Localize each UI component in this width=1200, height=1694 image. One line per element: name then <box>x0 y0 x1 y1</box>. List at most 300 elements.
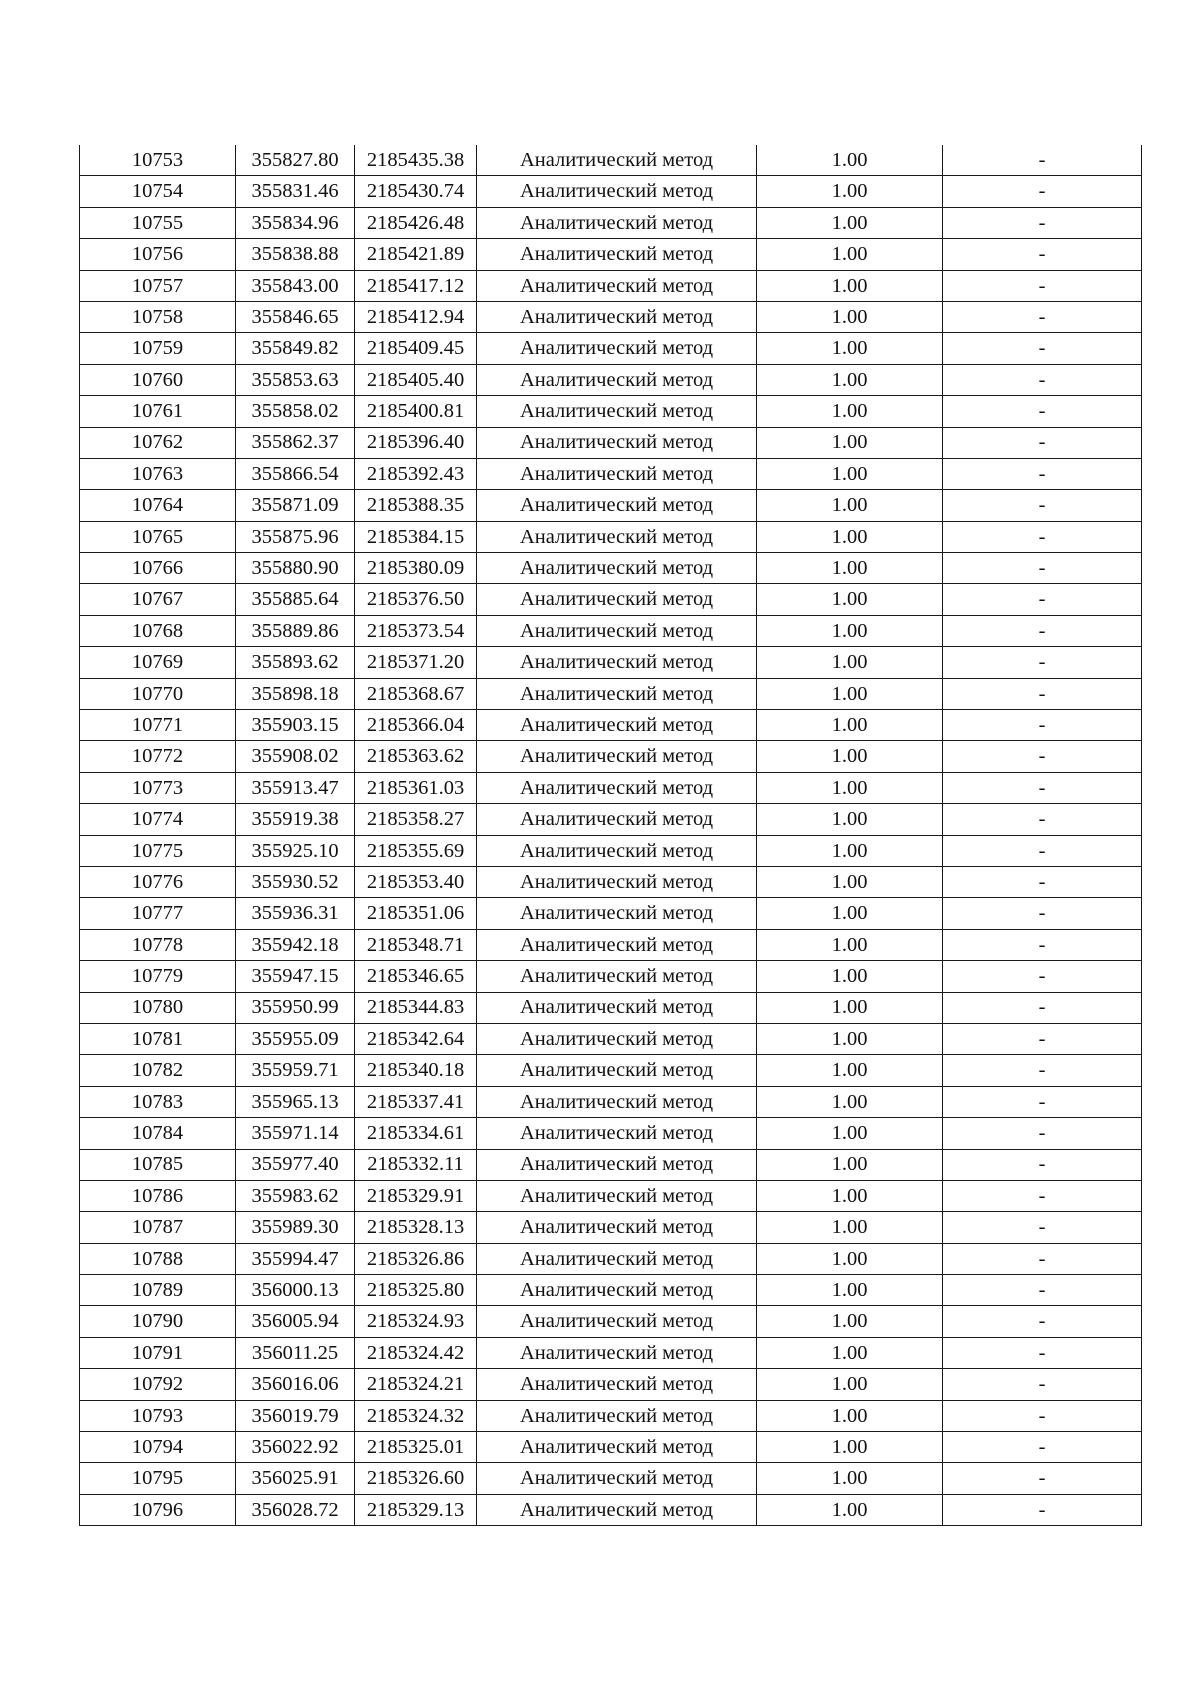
x-coordinate-cell: 355862.37 <box>236 427 355 458</box>
method-cell: Аналитический метод <box>477 1149 757 1180</box>
x-coordinate-cell: 356019.79 <box>236 1400 355 1431</box>
point-number-cell: 10764 <box>80 490 236 521</box>
y-coordinate-cell: 2185328.13 <box>355 1212 477 1243</box>
point-number-cell: 10795 <box>80 1463 236 1494</box>
x-coordinate-cell: 355843.00 <box>236 270 355 301</box>
note-cell: - <box>943 804 1142 835</box>
error-cell: 1.00 <box>757 427 943 458</box>
error-cell: 1.00 <box>757 992 943 1023</box>
table-row <box>80 396 1142 427</box>
table-row <box>80 929 1142 960</box>
note-cell: - <box>943 1243 1142 1274</box>
table-row <box>80 301 1142 332</box>
note-cell: - <box>943 992 1142 1023</box>
point-number-cell: 10762 <box>80 427 236 458</box>
x-coordinate-cell: 356025.91 <box>236 1463 355 1494</box>
note-cell: - <box>943 1306 1142 1337</box>
error-cell: 1.00 <box>757 961 943 992</box>
method-cell: Аналитический метод <box>477 866 757 897</box>
note-cell: - <box>943 710 1142 741</box>
x-coordinate-cell: 355849.82 <box>236 333 355 364</box>
error-cell: 1.00 <box>757 1118 943 1149</box>
y-coordinate-cell: 2185329.13 <box>355 1494 477 1525</box>
y-coordinate-cell: 2185363.62 <box>355 741 477 772</box>
table-row <box>80 458 1142 489</box>
error-cell: 1.00 <box>757 710 943 741</box>
error-cell: 1.00 <box>757 1212 943 1243</box>
table-row <box>80 804 1142 835</box>
note-cell: - <box>943 1023 1142 1054</box>
point-number-cell: 10758 <box>80 301 236 332</box>
y-coordinate-cell: 2185361.03 <box>355 772 477 803</box>
table-row <box>80 710 1142 741</box>
method-cell: Аналитический метод <box>477 647 757 678</box>
x-coordinate-cell: 355908.02 <box>236 741 355 772</box>
error-cell: 1.00 <box>757 1055 943 1086</box>
x-coordinate-cell: 355827.80 <box>236 145 355 176</box>
y-coordinate-cell: 2185412.94 <box>355 301 477 332</box>
point-number-cell: 10794 <box>80 1432 236 1463</box>
error-cell: 1.00 <box>757 239 943 270</box>
method-cell: Аналитический метод <box>477 772 757 803</box>
y-coordinate-cell: 2185358.27 <box>355 804 477 835</box>
error-cell: 1.00 <box>757 396 943 427</box>
y-coordinate-cell: 2185324.42 <box>355 1337 477 1368</box>
error-cell: 1.00 <box>757 1086 943 1117</box>
point-number-cell: 10757 <box>80 270 236 301</box>
y-coordinate-cell: 2185421.89 <box>355 239 477 270</box>
table-row <box>80 207 1142 238</box>
point-number-cell: 10790 <box>80 1306 236 1337</box>
table-row <box>80 1337 1142 1368</box>
y-coordinate-cell: 2185326.60 <box>355 1463 477 1494</box>
y-coordinate-cell: 2185337.41 <box>355 1086 477 1117</box>
x-coordinate-cell: 355866.54 <box>236 458 355 489</box>
method-cell: Аналитический метод <box>477 741 757 772</box>
method-cell: Аналитический метод <box>477 1337 757 1368</box>
table-row <box>80 584 1142 615</box>
error-cell: 1.00 <box>757 145 943 176</box>
method-cell: Аналитический метод <box>477 145 757 176</box>
x-coordinate-cell: 355831.46 <box>236 176 355 207</box>
y-coordinate-cell: 2185371.20 <box>355 647 477 678</box>
x-coordinate-cell: 355959.71 <box>236 1055 355 1086</box>
y-coordinate-cell: 2185396.40 <box>355 427 477 458</box>
point-number-cell: 10788 <box>80 1243 236 1274</box>
x-coordinate-cell: 355977.40 <box>236 1149 355 1180</box>
method-cell: Аналитический метод <box>477 1306 757 1337</box>
x-coordinate-cell: 355942.18 <box>236 929 355 960</box>
error-cell: 1.00 <box>757 772 943 803</box>
table-row <box>80 647 1142 678</box>
y-coordinate-cell: 2185325.01 <box>355 1432 477 1463</box>
table-row <box>80 1275 1142 1306</box>
note-cell: - <box>943 678 1142 709</box>
table-row <box>80 1494 1142 1525</box>
x-coordinate-cell: 355913.47 <box>236 772 355 803</box>
x-coordinate-cell: 355846.65 <box>236 301 355 332</box>
y-coordinate-cell: 2185324.32 <box>355 1400 477 1431</box>
method-cell: Аналитический метод <box>477 1494 757 1525</box>
note-cell: - <box>943 301 1142 332</box>
method-cell: Аналитический метод <box>477 992 757 1023</box>
x-coordinate-cell: 356022.92 <box>236 1432 355 1463</box>
y-coordinate-cell: 2185405.40 <box>355 364 477 395</box>
table-row <box>80 1118 1142 1149</box>
y-coordinate-cell: 2185325.80 <box>355 1275 477 1306</box>
note-cell: - <box>943 333 1142 364</box>
method-cell: Аналитический метод <box>477 929 757 960</box>
table-row <box>80 1086 1142 1117</box>
point-number-cell: 10792 <box>80 1369 236 1400</box>
table-row <box>80 270 1142 301</box>
table-row <box>80 1463 1142 1494</box>
table-row <box>80 521 1142 552</box>
note-cell: - <box>943 427 1142 458</box>
method-cell: Аналитический метод <box>477 270 757 301</box>
y-coordinate-cell: 2185380.09 <box>355 553 477 584</box>
point-number-cell: 10776 <box>80 866 236 897</box>
error-cell: 1.00 <box>757 521 943 552</box>
x-coordinate-cell: 356000.13 <box>236 1275 355 1306</box>
table-row <box>80 961 1142 992</box>
y-coordinate-cell: 2185342.64 <box>355 1023 477 1054</box>
table-row <box>80 898 1142 929</box>
note-cell: - <box>943 364 1142 395</box>
table-row <box>80 553 1142 584</box>
table-row <box>80 1306 1142 1337</box>
y-coordinate-cell: 2185344.83 <box>355 992 477 1023</box>
x-coordinate-cell: 355853.63 <box>236 364 355 395</box>
note-cell: - <box>943 239 1142 270</box>
point-number-cell: 10769 <box>80 647 236 678</box>
y-coordinate-cell: 2185430.74 <box>355 176 477 207</box>
method-cell: Аналитический метод <box>477 1243 757 1274</box>
note-cell: - <box>943 1055 1142 1086</box>
method-cell: Аналитический метод <box>477 1023 757 1054</box>
note-cell: - <box>943 615 1142 646</box>
x-coordinate-cell: 355834.96 <box>236 207 355 238</box>
point-number-cell: 10787 <box>80 1212 236 1243</box>
y-coordinate-cell: 2185388.35 <box>355 490 477 521</box>
error-cell: 1.00 <box>757 866 943 897</box>
y-coordinate-cell: 2185384.15 <box>355 521 477 552</box>
point-number-cell: 10756 <box>80 239 236 270</box>
note-cell: - <box>943 1149 1142 1180</box>
point-number-cell: 10789 <box>80 1275 236 1306</box>
x-coordinate-cell: 356016.06 <box>236 1369 355 1400</box>
point-number-cell: 10796 <box>80 1494 236 1525</box>
point-number-cell: 10786 <box>80 1180 236 1211</box>
table-row <box>80 239 1142 270</box>
table-row <box>80 145 1142 176</box>
error-cell: 1.00 <box>757 176 943 207</box>
note-cell: - <box>943 396 1142 427</box>
note-cell: - <box>943 866 1142 897</box>
x-coordinate-cell: 355871.09 <box>236 490 355 521</box>
x-coordinate-cell: 355989.30 <box>236 1212 355 1243</box>
error-cell: 1.00 <box>757 1023 943 1054</box>
note-cell: - <box>943 898 1142 929</box>
point-number-cell: 10771 <box>80 710 236 741</box>
method-cell: Аналитический метод <box>477 835 757 866</box>
error-cell: 1.00 <box>757 1149 943 1180</box>
point-number-cell: 10754 <box>80 176 236 207</box>
method-cell: Аналитический метод <box>477 961 757 992</box>
note-cell: - <box>943 1432 1142 1463</box>
table-row <box>80 1369 1142 1400</box>
y-coordinate-cell: 2185324.93 <box>355 1306 477 1337</box>
point-number-cell: 10772 <box>80 741 236 772</box>
y-coordinate-cell: 2185329.91 <box>355 1180 477 1211</box>
note-cell: - <box>943 961 1142 992</box>
table-row <box>80 1212 1142 1243</box>
x-coordinate-cell: 355983.62 <box>236 1180 355 1211</box>
y-coordinate-cell: 2185348.71 <box>355 929 477 960</box>
note-cell: - <box>943 207 1142 238</box>
x-coordinate-cell: 355965.13 <box>236 1086 355 1117</box>
note-cell: - <box>943 553 1142 584</box>
note-cell: - <box>943 929 1142 960</box>
point-number-cell: 10774 <box>80 804 236 835</box>
error-cell: 1.00 <box>757 615 943 646</box>
note-cell: - <box>943 741 1142 772</box>
table-row <box>80 364 1142 395</box>
table-row <box>80 1400 1142 1431</box>
table-row <box>80 1243 1142 1274</box>
x-coordinate-cell: 355838.88 <box>236 239 355 270</box>
method-cell: Аналитический метод <box>477 1180 757 1211</box>
y-coordinate-cell: 2185340.18 <box>355 1055 477 1086</box>
method-cell: Аналитический метод <box>477 710 757 741</box>
y-coordinate-cell: 2185346.65 <box>355 961 477 992</box>
method-cell: Аналитический метод <box>477 427 757 458</box>
table-row <box>80 333 1142 364</box>
x-coordinate-cell: 355880.90 <box>236 553 355 584</box>
y-coordinate-cell: 2185334.61 <box>355 1118 477 1149</box>
error-cell: 1.00 <box>757 1243 943 1274</box>
y-coordinate-cell: 2185332.11 <box>355 1149 477 1180</box>
error-cell: 1.00 <box>757 835 943 866</box>
method-cell: Аналитический метод <box>477 1432 757 1463</box>
note-cell: - <box>943 521 1142 552</box>
note-cell: - <box>943 1337 1142 1368</box>
table-row <box>80 1180 1142 1211</box>
x-coordinate-cell: 355919.38 <box>236 804 355 835</box>
note-cell: - <box>943 584 1142 615</box>
x-coordinate-cell: 355898.18 <box>236 678 355 709</box>
error-cell: 1.00 <box>757 1494 943 1525</box>
error-cell: 1.00 <box>757 898 943 929</box>
method-cell: Аналитический метод <box>477 615 757 646</box>
table-row <box>80 176 1142 207</box>
point-number-cell: 10766 <box>80 553 236 584</box>
x-coordinate-cell: 356028.72 <box>236 1494 355 1525</box>
method-cell: Аналитический метод <box>477 804 757 835</box>
x-coordinate-cell: 355875.96 <box>236 521 355 552</box>
method-cell: Аналитический метод <box>477 1212 757 1243</box>
error-cell: 1.00 <box>757 1337 943 1368</box>
error-cell: 1.00 <box>757 1369 943 1400</box>
method-cell: Аналитический метод <box>477 1118 757 1149</box>
table-row <box>80 835 1142 866</box>
point-number-cell: 10785 <box>80 1149 236 1180</box>
method-cell: Аналитический метод <box>477 1463 757 1494</box>
error-cell: 1.00 <box>757 490 943 521</box>
table-row <box>80 1055 1142 1086</box>
point-number-cell: 10753 <box>80 145 236 176</box>
note-cell: - <box>943 835 1142 866</box>
method-cell: Аналитический метод <box>477 364 757 395</box>
x-coordinate-cell: 356005.94 <box>236 1306 355 1337</box>
point-number-cell: 10778 <box>80 929 236 960</box>
error-cell: 1.00 <box>757 364 943 395</box>
x-coordinate-cell: 355930.52 <box>236 866 355 897</box>
note-cell: - <box>943 1180 1142 1211</box>
x-coordinate-cell: 355955.09 <box>236 1023 355 1054</box>
x-coordinate-cell: 355925.10 <box>236 835 355 866</box>
point-number-cell: 10793 <box>80 1400 236 1431</box>
method-cell: Аналитический метод <box>477 521 757 552</box>
error-cell: 1.00 <box>757 207 943 238</box>
y-coordinate-cell: 2185417.12 <box>355 270 477 301</box>
y-coordinate-cell: 2185368.67 <box>355 678 477 709</box>
table-row <box>80 1149 1142 1180</box>
y-coordinate-cell: 2185426.48 <box>355 207 477 238</box>
table-row <box>80 772 1142 803</box>
method-cell: Аналитический метод <box>477 1086 757 1117</box>
x-coordinate-cell: 355971.14 <box>236 1118 355 1149</box>
error-cell: 1.00 <box>757 270 943 301</box>
y-coordinate-cell: 2185435.38 <box>355 145 477 176</box>
note-cell: - <box>943 1369 1142 1400</box>
error-cell: 1.00 <box>757 1400 943 1431</box>
point-number-cell: 10765 <box>80 521 236 552</box>
method-cell: Аналитический метод <box>477 553 757 584</box>
note-cell: - <box>943 176 1142 207</box>
point-number-cell: 10761 <box>80 396 236 427</box>
table-row <box>80 866 1142 897</box>
method-cell: Аналитический метод <box>477 1275 757 1306</box>
point-number-cell: 10770 <box>80 678 236 709</box>
x-coordinate-cell: 355994.47 <box>236 1243 355 1274</box>
table-row <box>80 490 1142 521</box>
y-coordinate-cell: 2185392.43 <box>355 458 477 489</box>
point-number-cell: 10777 <box>80 898 236 929</box>
y-coordinate-cell: 2185355.69 <box>355 835 477 866</box>
method-cell: Аналитический метод <box>477 301 757 332</box>
coordinates-table-body <box>80 145 1142 1526</box>
y-coordinate-cell: 2185366.04 <box>355 710 477 741</box>
error-cell: 1.00 <box>757 1432 943 1463</box>
note-cell: - <box>943 1212 1142 1243</box>
y-coordinate-cell: 2185353.40 <box>355 866 477 897</box>
note-cell: - <box>943 1494 1142 1525</box>
y-coordinate-cell: 2185326.86 <box>355 1243 477 1274</box>
y-coordinate-cell: 2185400.81 <box>355 396 477 427</box>
error-cell: 1.00 <box>757 1180 943 1211</box>
note-cell: - <box>943 145 1142 176</box>
error-cell: 1.00 <box>757 584 943 615</box>
point-number-cell: 10759 <box>80 333 236 364</box>
x-coordinate-cell: 355947.15 <box>236 961 355 992</box>
note-cell: - <box>943 1275 1142 1306</box>
x-coordinate-cell: 355885.64 <box>236 584 355 615</box>
table-row <box>80 615 1142 646</box>
point-number-cell: 10760 <box>80 364 236 395</box>
note-cell: - <box>943 490 1142 521</box>
point-number-cell: 10755 <box>80 207 236 238</box>
point-number-cell: 10763 <box>80 458 236 489</box>
y-coordinate-cell: 2185373.54 <box>355 615 477 646</box>
error-cell: 1.00 <box>757 929 943 960</box>
error-cell: 1.00 <box>757 1275 943 1306</box>
method-cell: Аналитический метод <box>477 490 757 521</box>
note-cell: - <box>943 1118 1142 1149</box>
x-coordinate-cell: 355889.86 <box>236 615 355 646</box>
method-cell: Аналитический метод <box>477 1400 757 1431</box>
method-cell: Аналитический метод <box>477 458 757 489</box>
method-cell: Аналитический метод <box>477 176 757 207</box>
point-number-cell: 10782 <box>80 1055 236 1086</box>
table-row <box>80 992 1142 1023</box>
error-cell: 1.00 <box>757 301 943 332</box>
table-row <box>80 1023 1142 1054</box>
method-cell: Аналитический метод <box>477 1055 757 1086</box>
error-cell: 1.00 <box>757 1463 943 1494</box>
coordinates-table <box>79 145 1142 1526</box>
x-coordinate-cell: 356011.25 <box>236 1337 355 1368</box>
table-row <box>80 427 1142 458</box>
note-cell: - <box>943 647 1142 678</box>
table-row <box>80 1432 1142 1463</box>
table-row <box>80 741 1142 772</box>
y-coordinate-cell: 2185351.06 <box>355 898 477 929</box>
y-coordinate-cell: 2185324.21 <box>355 1369 477 1400</box>
method-cell: Аналитический метод <box>477 396 757 427</box>
error-cell: 1.00 <box>757 333 943 364</box>
x-coordinate-cell: 355903.15 <box>236 710 355 741</box>
y-coordinate-cell: 2185409.45 <box>355 333 477 364</box>
method-cell: Аналитический метод <box>477 333 757 364</box>
x-coordinate-cell: 355936.31 <box>236 898 355 929</box>
method-cell: Аналитический метод <box>477 239 757 270</box>
error-cell: 1.00 <box>757 804 943 835</box>
error-cell: 1.00 <box>757 553 943 584</box>
point-number-cell: 10780 <box>80 992 236 1023</box>
point-number-cell: 10783 <box>80 1086 236 1117</box>
error-cell: 1.00 <box>757 1306 943 1337</box>
note-cell: - <box>943 1463 1142 1494</box>
note-cell: - <box>943 270 1142 301</box>
error-cell: 1.00 <box>757 458 943 489</box>
method-cell: Аналитический метод <box>477 584 757 615</box>
method-cell: Аналитический метод <box>477 898 757 929</box>
x-coordinate-cell: 355893.62 <box>236 647 355 678</box>
note-cell: - <box>943 1400 1142 1431</box>
point-number-cell: 10773 <box>80 772 236 803</box>
point-number-cell: 10768 <box>80 615 236 646</box>
y-coordinate-cell: 2185376.50 <box>355 584 477 615</box>
note-cell: - <box>943 772 1142 803</box>
point-number-cell: 10791 <box>80 1337 236 1368</box>
x-coordinate-cell: 355858.02 <box>236 396 355 427</box>
note-cell: - <box>943 458 1142 489</box>
error-cell: 1.00 <box>757 647 943 678</box>
method-cell: Аналитический метод <box>477 678 757 709</box>
x-coordinate-cell: 355950.99 <box>236 992 355 1023</box>
point-number-cell: 10784 <box>80 1118 236 1149</box>
